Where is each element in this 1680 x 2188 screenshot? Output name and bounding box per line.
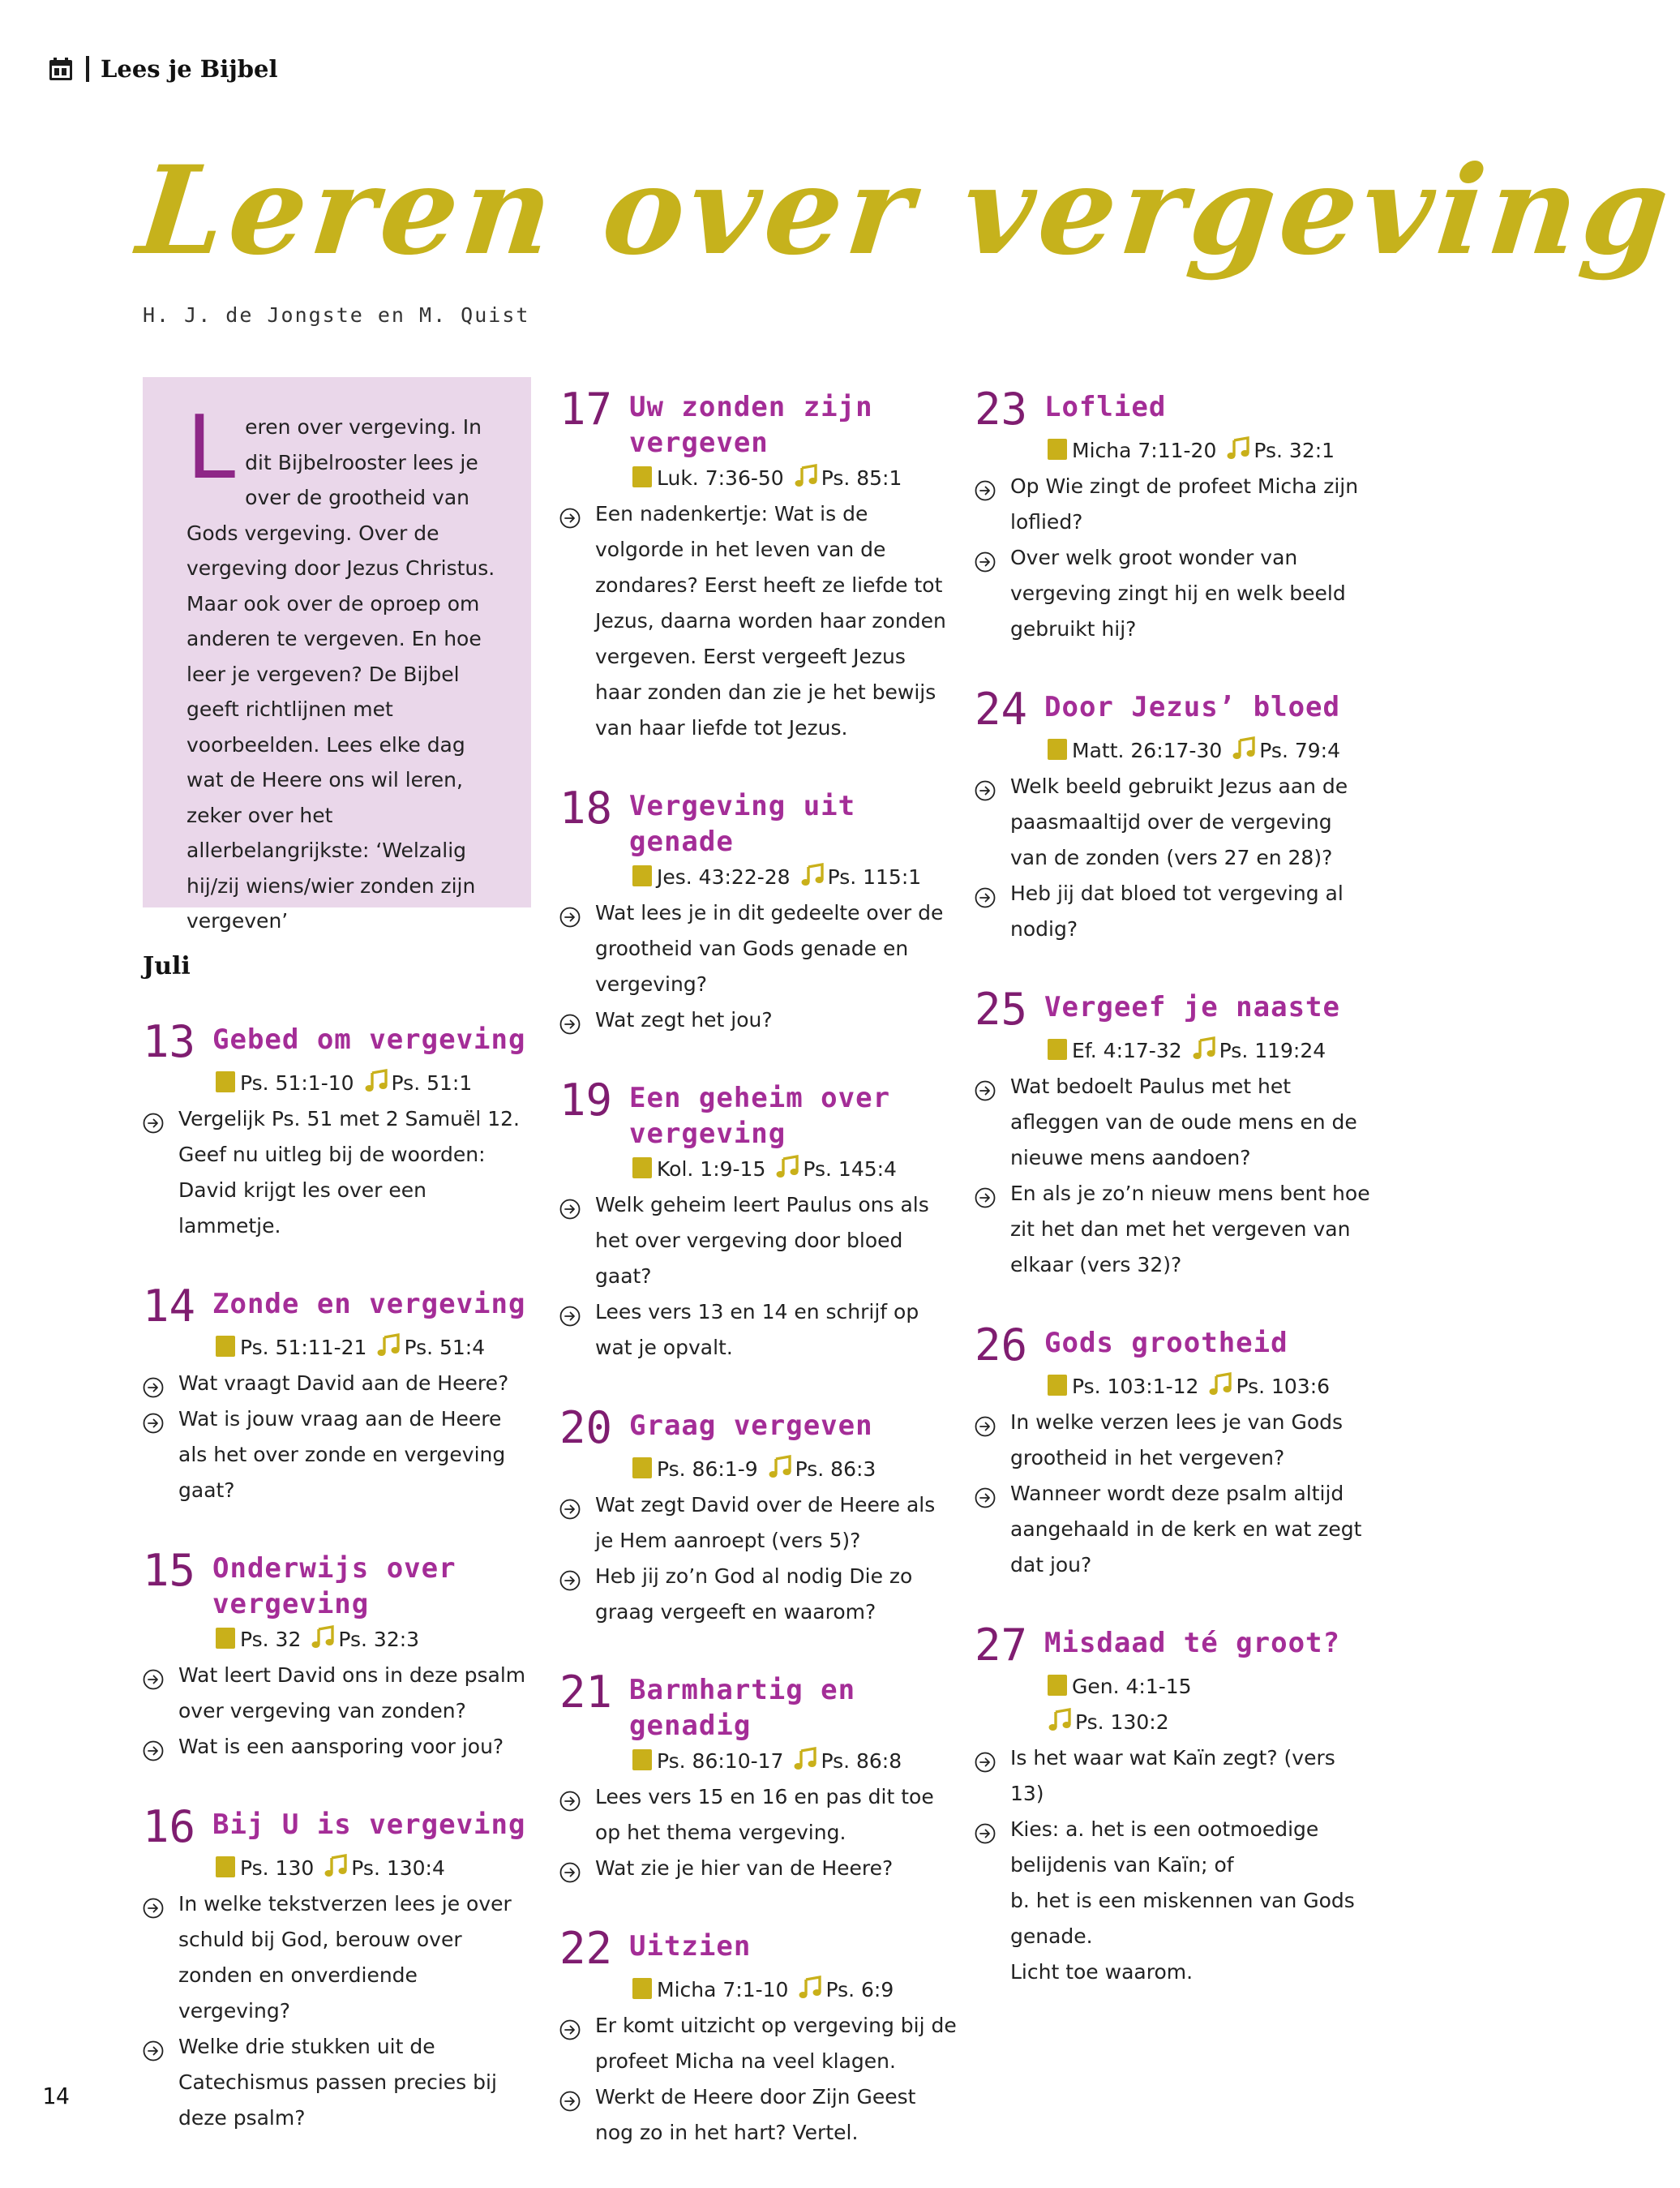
question-item (559, 1487, 957, 1559)
question-item (975, 469, 1372, 540)
question-item (975, 1476, 1372, 1583)
day-entry-14 (143, 1281, 535, 1508)
answer-option: Licht toe waarom. (1010, 1960, 1194, 1984)
question-list (975, 1405, 1372, 1583)
reading-refs (632, 461, 957, 496)
question-list (559, 2008, 957, 2151)
day-number: 22 (559, 1923, 613, 1974)
bible-reading: Micha 7:1-10 (657, 1978, 789, 2001)
day-number: 26 (975, 1319, 1028, 1371)
question-item (559, 2008, 957, 2079)
question-item (559, 895, 957, 1002)
question-text: Lees vers 15 en 16 en pas dit toe op het thema vergeving. (595, 1785, 934, 1844)
day-title: Misdaad té groot? (1044, 1627, 1340, 1659)
music-note-icon (376, 1332, 401, 1355)
column-1 (143, 1017, 535, 2173)
day-header (143, 1017, 535, 1066)
arrow-circle-icon (143, 2037, 164, 2058)
question-item (975, 540, 1372, 647)
bible-reading: Kol. 1:9-15 (657, 1157, 766, 1181)
arrow-circle-icon (975, 548, 996, 569)
bible-reading: Gen. 4:1-15 (1072, 1675, 1192, 1698)
answer-option: b. het is een miskennen van Gods genade. (1010, 1889, 1355, 1948)
reading-refs (1048, 733, 1372, 769)
calendar-icon (49, 57, 73, 81)
music-note-icon (324, 1853, 348, 1876)
bible-reading: Luk. 7:36-50 (657, 466, 784, 490)
arrow-circle-icon (559, 1859, 581, 1880)
day-title: Bij U is vergeving (212, 1808, 526, 1841)
day-title: Uw zonden zijn vergeven (629, 391, 873, 459)
day-title: Zonde en vergeving (212, 1288, 526, 1320)
question-list (559, 1487, 957, 1630)
arrow-circle-icon (143, 1737, 164, 1758)
music-note-icon (311, 1624, 335, 1647)
section-label: Lees je Bijbel (101, 55, 278, 83)
bible-reading: Ps. 51:11-21 (240, 1336, 367, 1359)
day-number: 25 (975, 984, 1028, 1035)
bible-reading: Ef. 4:17-32 (1072, 1039, 1182, 1062)
reading-refs (632, 860, 957, 895)
psalm-to-sing: Ps. 85:1 (821, 466, 902, 490)
book-icon (632, 1978, 652, 1999)
day-header (975, 384, 1372, 433)
intro-text: eren over vergeving. In dit Bijbelrooster lees je over de grootheid van Gods vergeving. Over de vergeving door Jezus Christus. Maar ook over de oproep om anderen te vergeven. En hoe leer je vergeven? De Bijbel geeft richtlijnen met voorbeelden. Lees elke dag wat de Heere ons wil leren, zeker over het allerbelangrijkste: ‘Welzalig hij/zij wiens/wier zonden zijn vergeven’ (186, 415, 495, 933)
day-entry-13 (143, 1017, 535, 1244)
music-note-icon (364, 1068, 388, 1091)
day-entry-17 (559, 384, 957, 746)
music-note-icon (798, 1975, 822, 1997)
day-header (559, 1075, 957, 1152)
reading-refs (632, 1152, 957, 1187)
music-note-icon (1226, 435, 1250, 458)
day-entry-27 (975, 1620, 1372, 1990)
month-heading: Juli (143, 952, 191, 980)
question-item (975, 769, 1372, 876)
day-entry-19 (559, 1075, 957, 1366)
day-title: Vergeving uit genade (629, 790, 856, 858)
arrow-circle-icon (143, 1894, 164, 1916)
reading-refs (632, 1452, 957, 1487)
question-item (143, 1886, 535, 2029)
day-entry-20 (559, 1403, 957, 1630)
question-text: Wat bedoelt Paulus met het afleggen van de oude mens en de nieuwe mens aandoen? (1010, 1075, 1357, 1169)
question-item (975, 876, 1372, 947)
question-list (559, 1187, 957, 1366)
day-title: Door Jezus’ bloed (1044, 691, 1340, 723)
arrow-circle-icon (143, 1666, 164, 1687)
question-text: Wat lees je in dit gedeelte over de grootheid van Gods genade en vergeving? (595, 901, 944, 996)
question-text: Welke drie stukken uit de Catechismus passen precies bij deze psalm? (178, 2035, 497, 2130)
day-title: Gods grootheid (1044, 1327, 1288, 1359)
question-list (559, 496, 957, 746)
reading-refs (216, 1066, 535, 1101)
question-list (975, 769, 1372, 947)
day-header (143, 1802, 535, 1851)
question-text: Werkt de Heere door Zijn Geest nog zo in het hart? Vertel. (595, 2085, 916, 2144)
book-icon (216, 1856, 235, 1877)
book-icon (1048, 1375, 1067, 1396)
arrow-circle-icon (975, 1077, 996, 1098)
day-header (559, 384, 957, 461)
reading-refs (216, 1851, 535, 1886)
question-item (559, 1559, 957, 1630)
arrow-circle-icon (559, 2016, 581, 2037)
arrow-circle-icon (975, 1820, 996, 1841)
day-title: Uitzien (629, 1930, 752, 1963)
bible-reading: Ps. 32 (240, 1628, 302, 1651)
reading-refs (1048, 433, 1372, 469)
day-title: Onderwijs over vergeving (212, 1552, 456, 1620)
day-entry-26 (975, 1320, 1372, 1583)
question-item (559, 1294, 957, 1366)
day-header (975, 1620, 1372, 1669)
book-icon (1048, 1675, 1067, 1696)
question-item (559, 1002, 957, 1038)
question-text: Heb jij dat bloed tot vergeving al nodig? (1010, 882, 1344, 941)
question-item (143, 1101, 535, 1244)
arrow-circle-icon (559, 1010, 581, 1032)
day-header (559, 783, 957, 860)
reading-refs (216, 1622, 535, 1658)
music-note-icon (793, 1746, 817, 1769)
authors: H. J. de Jongste en M. Quist (143, 303, 530, 327)
day-number: 20 (559, 1402, 613, 1453)
psalm-to-sing: Ps. 51:1 (391, 1071, 473, 1095)
arrow-circle-icon (975, 477, 996, 498)
question-text: Heb jij zo’n God al nodig Die zo graag vergeeft en waarom? (595, 1564, 913, 1624)
music-note-icon (768, 1454, 792, 1477)
psalm-to-sing: Ps. 86:8 (821, 1749, 902, 1773)
question-text: In welke tekstverzen lees je over schuld bij God, berouw over zonden en onverdiende vergeving? (178, 1892, 512, 2023)
book-icon (1048, 1039, 1067, 1060)
song-line (1048, 1705, 1372, 1740)
day-header (975, 1320, 1372, 1369)
question-text: Op Wie zingt de profeet Micha zijn loflied? (1010, 474, 1359, 534)
header-divider (86, 56, 89, 82)
day-number: 19 (559, 1075, 613, 1126)
psalm-to-sing: Ps. 130:4 (351, 1856, 445, 1880)
arrow-circle-icon (143, 1374, 164, 1395)
question-item (559, 1187, 957, 1294)
question-text: Welk beeld gebruikt Jezus aan de paasmaaltijd over de vergeving van de zonden (vers 27 en 28)? (1010, 774, 1348, 869)
page-title: Leren over vergeving (131, 139, 1680, 282)
psalm-to-sing: Ps. 32:3 (338, 1628, 420, 1651)
question-item (559, 2079, 957, 2151)
question-text: Over welk groot wonder van vergeving zingt hij en welk beeld gebruikt hij? (1010, 546, 1346, 641)
psalm-to-sing: Ps. 145:4 (803, 1157, 897, 1181)
arrow-circle-icon (143, 1409, 164, 1431)
arrow-circle-icon (559, 504, 581, 526)
arrow-circle-icon (975, 1484, 996, 1505)
day-number: 15 (143, 1545, 196, 1596)
arrow-circle-icon (143, 1109, 164, 1130)
day-entry-15 (143, 1546, 535, 1765)
question-text: In welke verzen lees je van Gods grootheid in het vergeven? (1010, 1410, 1344, 1469)
day-header (143, 1546, 535, 1622)
question-text: Welk geheim leert Paulus ons als het over vergeving door bloed gaat? (595, 1193, 929, 1288)
arrow-circle-icon (559, 1195, 581, 1216)
day-number: 27 (975, 1620, 1028, 1671)
day-number: 21 (559, 1667, 613, 1718)
book-icon (632, 466, 652, 487)
question-list (559, 895, 957, 1038)
psalm-to-sing: Ps. 115:1 (827, 865, 922, 889)
question-item (143, 1401, 535, 1508)
question-list (975, 1740, 1372, 1883)
psalm-to-sing: Ps. 103:6 (1236, 1375, 1331, 1398)
page-header (49, 55, 278, 83)
question-item (975, 1176, 1372, 1283)
question-text: Wat zegt het jou? (595, 1008, 773, 1032)
day-number: 14 (143, 1281, 196, 1332)
question-text: Een nadenkertje: Wat is de volgorde in het leven van de zondares? Eerst heeft ze liefde tot Jezus, daarna worden haar zonden vergeven. Eerst vergeeft Jezus haar zonden dan zie je het bewijs van haar liefde tot Jezus. (595, 502, 946, 740)
reading-refs (1048, 1369, 1372, 1405)
question-list (559, 1779, 957, 1886)
bible-reading: Ps. 130 (240, 1856, 315, 1880)
reading-refs (1048, 1669, 1372, 1740)
question-text: Lees vers 13 en 14 en schrijf op wat je opvalt. (595, 1300, 919, 1359)
psalm-to-sing: Ps. 79:4 (1259, 739, 1340, 762)
day-title: Een geheim over vergeving (629, 1082, 891, 1150)
psalm-to-sing: Ps. 86:3 (795, 1457, 876, 1481)
question-item (143, 1729, 535, 1765)
psalm-to-sing: Ps. 6:9 (825, 1978, 894, 2001)
question-item (975, 1812, 1372, 1883)
day-entry-21 (559, 1667, 957, 1886)
bible-reading: Ps. 86:10-17 (657, 1749, 784, 1773)
music-note-icon (1192, 1036, 1216, 1058)
music-note-icon (800, 862, 825, 885)
question-list (143, 1101, 535, 1244)
book-icon (216, 1628, 235, 1649)
day-number: 16 (143, 1801, 196, 1852)
question-text: Wat zegt David over de Heere als je Hem aanroept (vers 5)? (595, 1493, 936, 1552)
day-entry-22 (559, 1924, 957, 2151)
question-text: Is het waar wat Kaïn zegt? (vers 13) (1010, 1746, 1335, 1805)
day-entry-23 (975, 384, 1372, 647)
bible-reading: Ps. 51:1-10 (240, 1071, 354, 1095)
day-number: 18 (559, 783, 613, 834)
page-number: 14 (42, 2083, 70, 2109)
day-header (975, 684, 1372, 733)
book-icon (632, 1157, 652, 1178)
reading-refs (632, 1972, 957, 2008)
intro-box (143, 377, 531, 933)
music-note-icon (1048, 1707, 1072, 1730)
question-text: Wat zie je hier van de Heere? (595, 1856, 894, 1880)
book-icon (216, 1336, 235, 1357)
day-entry-18 (559, 783, 957, 1038)
psalm-to-sing: Ps. 51:4 (404, 1336, 486, 1359)
bible-reading: Ps. 103:1-12 (1072, 1375, 1199, 1398)
day-title: Graag vergeven (629, 1409, 873, 1442)
question-item (143, 1366, 535, 1401)
music-note-icon (794, 463, 818, 486)
arrow-circle-icon (975, 777, 996, 798)
question-item (559, 1779, 957, 1851)
psalm-to-sing: Ps. 119:24 (1219, 1039, 1326, 1062)
psalm-to-sing: Ps. 32:1 (1254, 439, 1335, 462)
arrow-circle-icon (975, 1184, 996, 1205)
question-item (975, 1069, 1372, 1176)
arrow-circle-icon (559, 1302, 581, 1324)
question-text: Wanneer wordt deze psalm altijd aangehaald in de kerk en wat zegt dat jou? (1010, 1482, 1362, 1577)
question-text: Vergelijk Ps. 51 met 2 Samuël 12. Geef nu uitleg bij de woorden: David krijgt les over een lammetje. (178, 1107, 520, 1238)
day-entry-25 (975, 985, 1372, 1283)
arrow-circle-icon (559, 1567, 581, 1588)
book-icon (216, 1071, 235, 1092)
question-item (975, 1405, 1372, 1476)
bible-reading: Micha 7:11-20 (1072, 439, 1217, 462)
question-text: En als je zo’n nieuw mens bent hoe zit het dan met het vergeven van elkaar (vers 32)? (1010, 1182, 1370, 1276)
book-icon (632, 1457, 652, 1478)
arrow-circle-icon (975, 1413, 996, 1434)
day-number: 13 (143, 1016, 196, 1067)
day-header (559, 1667, 957, 1744)
book-icon (1048, 439, 1067, 460)
question-list (143, 1886, 535, 2136)
reading-refs (1048, 1033, 1372, 1069)
bible-reading: Jes. 43:22-28 (657, 865, 791, 889)
music-note-icon (1232, 736, 1256, 758)
question-text: Wat is een aansporing voor jou? (178, 1735, 504, 1758)
day-header (559, 1924, 957, 1972)
music-note-icon (775, 1154, 799, 1177)
day-entry-16 (143, 1802, 535, 2136)
question-text: Er komt uitzicht op vergeving bij de profeet Micha na veel klagen. (595, 2014, 957, 2073)
day-header (143, 1281, 535, 1330)
day-title: Barmhartig en genadig (629, 1674, 856, 1742)
arrow-circle-icon (975, 1748, 996, 1770)
reading-refs (632, 1744, 957, 1779)
question-text: Wat vraagt David aan de Heere? (178, 1371, 509, 1395)
column-2 (559, 384, 957, 2188)
column-3 (975, 384, 1372, 2027)
day-header (975, 985, 1372, 1033)
book-icon (1048, 739, 1067, 760)
drop-cap: L (186, 397, 236, 499)
day-header (559, 1403, 957, 1452)
question-list (143, 1658, 535, 1765)
day-number: 17 (559, 384, 613, 435)
arrow-circle-icon (559, 903, 581, 925)
day-title: Gebed om vergeving (212, 1023, 526, 1056)
book-icon (632, 865, 652, 886)
question-text: Wat leert David ons in deze psalm over vergeving van zonden? (178, 1663, 526, 1723)
bible-reading: Matt. 26:17-30 (1072, 739, 1223, 762)
day-title: Loflied (1044, 391, 1167, 423)
reading-refs (216, 1330, 535, 1366)
day-entry-24 (975, 684, 1372, 947)
day-number: 23 (975, 384, 1028, 435)
question-item (143, 2029, 535, 2136)
question-list (975, 1069, 1372, 1283)
question-item (559, 1851, 957, 1886)
question-list (975, 469, 1372, 647)
question-list (143, 1366, 535, 1508)
day-title: Vergeef je naaste (1044, 991, 1340, 1023)
question-text: Kies: a. het is een ootmoedige belijdenis van Kaïn; of (1010, 1817, 1319, 1877)
arrow-circle-icon (559, 2087, 581, 2109)
question-item (975, 1740, 1372, 1812)
question-item (143, 1658, 535, 1729)
book-icon (632, 1749, 652, 1770)
day-number: 24 (975, 684, 1028, 735)
arrow-circle-icon (975, 884, 996, 905)
question-text: Wat is jouw vraag aan de Heere als het over zonde en vergeving gaat? (178, 1407, 506, 1502)
arrow-circle-icon (559, 1787, 581, 1808)
arrow-circle-icon (559, 1495, 581, 1517)
bible-reading: Ps. 86:1-9 (657, 1457, 758, 1481)
psalm-to-sing: Ps. 130:2 (1075, 1710, 1169, 1734)
music-note-icon (1208, 1371, 1232, 1394)
question-item (559, 496, 957, 746)
